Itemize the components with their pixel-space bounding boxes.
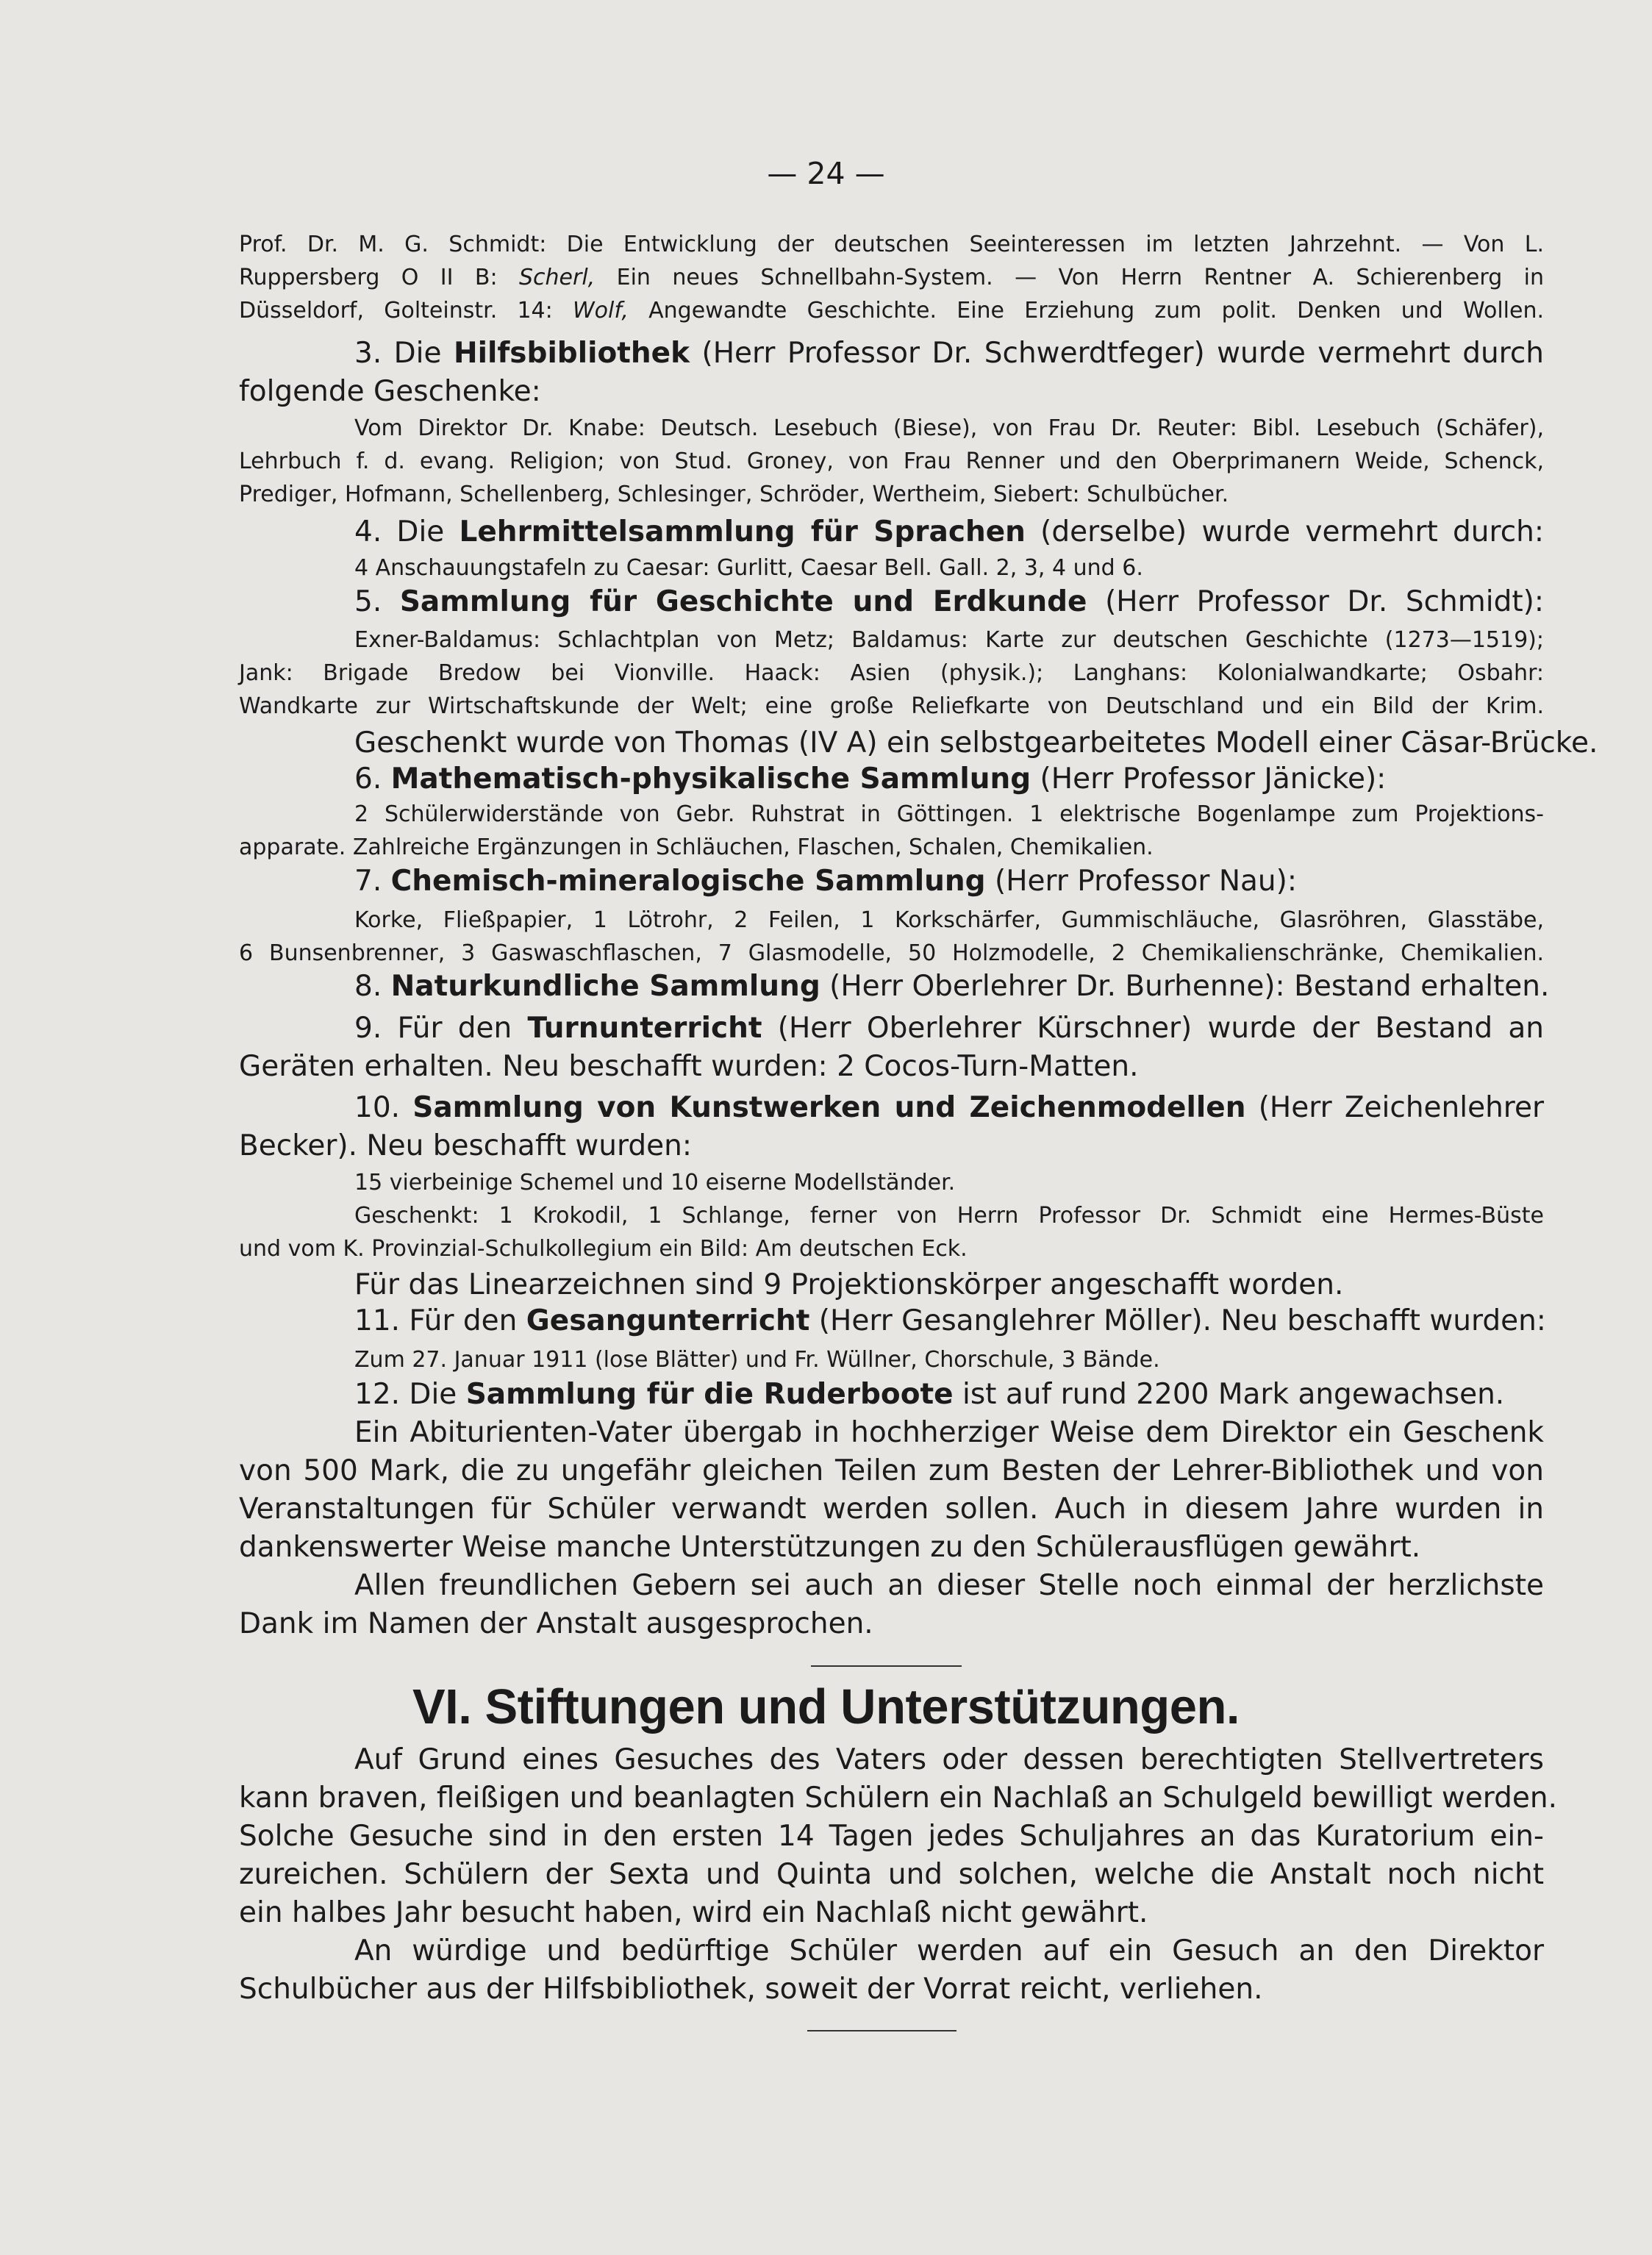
text-line: ein halbes Jahr besucht haben, wird ein Nachlaß nicht gewährt. [239,1896,1148,1929]
section-heading-line: 12. Die Sammlung für die Ruderboote ist auf rund 2200 Mark angewachsen. [354,1378,1505,1411]
section-10-linearzeichnen [239,1266,1544,1304]
section-9-turnunterricht [239,1009,1544,1086]
section-7-chemie [239,862,1544,901]
section-heading-line: 8. Naturkundliche Sammlung (Herr Oberlehrer Dr. Burhenne): Bestand erhalten. [354,970,1550,1003]
section-6-details [239,798,1544,864]
text-line: Geräten erhalten. Neu beschafft wurden: 2 Cocos-Turn-Matten. [239,1050,1139,1083]
section-6-mathematik [239,760,1544,798]
section-4-details [239,551,1544,585]
text-line: 2 Schülerwiderstände von Gebr. Ruhstrat in Göttingen. 1 elektrische Bogenlampe zum Projektions- [354,801,1544,827]
text-line: Veranstaltungen für Schüler verwandt werden sollen. Auch in diesem Jahre wurden in [239,1493,1544,1526]
text-line: Lehrbuch f. d. evang. Religion; von Stud. Groney, von Frau Renner und den Oberprimanern Weide, Schenck, [239,449,1544,474]
text-line: 6 Bunsenbrenner, 3 Gaswaschflaschen, 7 Glasmodelle, 50 Holzmodelle, 2 Chemikalienschränke, Chemikalien. [239,940,1544,966]
section-5-geschichte [239,583,1544,621]
section-heading-line: 9. Für den Turnunterricht (Herr Oberlehrer Kürschner) wurde der Bestand an [354,1012,1545,1045]
section-3-hilfsbibliothek [239,335,1544,411]
text-line: und vom K. Provinzial-Schulkollegium ein Bild: Am deutschen Eck. [239,1236,968,1262]
text-line: Korke, Fließpapier, 1 Lötrohr, 2 Feilen, 1 Korkschärfer, Gummischläuche, Glasröhren, Glasstäbe, [354,907,1544,933]
text-line: Dank im Namen der Anstalt ausgesprochen. [239,1607,873,1640]
section-12-ruderboote [239,1376,1544,1643]
text-line: zureichen. Schülern der Sexta und Quinta und solchen, welche die Anstalt noch nicht [239,1858,1544,1891]
section-7-details [239,904,1544,970]
text-line: apparate. Zahlreiche Ergänzungen in Schläuchen, Flaschen, Schalen, Chemikalien. [239,835,1154,860]
section-heading-line: 11. Für den Gesangunterricht (Herr Gesanglehrer Möller). Neu beschafft wurden: [354,1304,1546,1337]
text-line: Prediger, Hofmann, Schellenberg, Schlesinger, Schröder, Wertheim, Siebert: Schulbücher. [239,482,1229,507]
text-line: Solche Gesuche sind in den ersten 14 Tagen jedes Schuljahres an das Kuratorium ein- [239,1820,1544,1853]
section-divider [811,1665,962,1667]
text-line: 4 Anschauungstafeln zu Caesar: Gurlitt, Caesar Bell. Gall. 2, 3, 4 und 6. [354,555,1143,581]
text-line: Schulbücher aus der Hilfsbibliothek, soweit der Vorrat reicht, verliehen. [239,1973,1263,2006]
text-line: Geschenkt wurde von Thomas (IV A) ein selbstgearbeitetes Modell einer Cäsar-Brücke. [354,726,1598,760]
section-11-gesang [239,1302,1544,1340]
section-heading-line: 7. Chemisch-mineralogische Sammlung (Herr Professor Nau): [354,865,1297,898]
section-heading-line: 3. Die Hilfsbibliothek (Herr Professor Dr. Schwerdtfeger) wurde vermehrt durch [354,337,1544,370]
section-10-details [239,1166,1544,1265]
chapter-heading: VI. Stiftungen und Unterstützungen. [412,1679,1240,1734]
text-line: Ruppersberg O II B: Scherl, Ein neues Schnellbahn-System. — Von Herrn Rentner A. Schierenberg in [239,265,1544,290]
section-heading-line: 6. Mathematisch-physikalische Sammlung (Herr Professor Jänicke): [354,762,1387,796]
section-heading-line: 4. Die Lehrmittelsammlung für Sprachen (derselbe) wurde vermehrt durch: [354,515,1544,548]
text-line: folgende Geschenke: [239,375,541,408]
text-line: Für das Linearzeichnen sind 9 Projektionskörper angeschafft worden. [354,1268,1344,1301]
text-line: Geschenkt: 1 Krokodil, 1 Schlange, ferner von Herrn Professor Dr. Schmidt eine Hermes-Büste [354,1203,1544,1229]
section-5-gift [239,724,1598,762]
text-line: Wandkarte zur Wirtschaftskunde der Welt; eine große Reliefkarte von Deutschland und ein Bild der Krim. [239,693,1544,719]
section-11-details [239,1343,1544,1376]
page-number: — 24 — [767,156,885,191]
text-line: Düsseldorf, Golteinstr. 14: Wolf, Angewandte Geschichte. Eine Erziehung zum polit. Denken und Wollen. [239,298,1544,324]
section-10-kunstwerke [239,1089,1544,1165]
text-line: 15 vierbeinige Schemel und 10 eiserne Modellständer. [354,1170,956,1196]
text-line: Ein Abiturienten-Vater übergab in hochherziger Weise dem Direktor ein Geschenk [354,1416,1544,1449]
text-line: dankenswerter Weise manche Unterstützungen zu den Schülerausflügen gewährt. [239,1531,1421,1564]
text-line: kann braven, fleißigen und beanlagten Schülern ein Nachlaß an Schulgeld bewilligt werden. [239,1782,1557,1815]
section-8-naturkunde [239,968,1550,1006]
text-line: An würdige und bedürftige Schüler werden auf ein Gesuch an den Direktor [354,1934,1544,1968]
section-5-details [239,623,1544,723]
text-line: Zum 27. Januar 1911 (lose Blätter) und Fr. Wüllner, Chorschule, 3 Bände. [354,1347,1160,1373]
section-3-details [239,412,1544,511]
text-line: Auf Grund eines Gesuches des Vaters oder dessen berechtigten Stellvertreters [354,1743,1544,1776]
text-line: von 500 Mark, die zu ungefähr gleichen Teilen zum Besten der Lehrer-Bibliothek und von [239,1454,1544,1487]
stiftungen-text [239,1741,1557,2009]
text-line: Becker). Neu beschafft wurden: [239,1129,692,1162]
text-line: Allen freundlichen Gebern sei auch an dieser Stelle noch einmal der herzlichste [354,1569,1544,1602]
text-line: Exner-Baldamus: Schlachtplan von Metz; Baldamus: Karte zur deutschen Geschichte (1273—1519); [354,627,1544,653]
section-heading-line: 10. Sammlung von Kunstwerken und Zeichenmodellen (Herr Zeichenlehrer [354,1091,1545,1124]
section-heading-line: 5. Sammlung für Geschichte und Erdkunde (Herr Professor Dr. Schmidt): [354,585,1544,618]
text-line: Prof. Dr. M. G. Schmidt: Die Entwicklung der deutschen Seeinteressen im letzten Jahrzehnt. — Von L. [239,232,1544,257]
donation-list [239,228,1544,327]
text-line: Jank: Brigade Bredow bei Vionville. Haack: Asien (physik.); Langhans: Kolonialwandkarte; Osbahr: [239,660,1544,686]
end-divider [807,2030,956,2031]
section-4-sprachen [239,513,1544,551]
text-line: Vom Direktor Dr. Knabe: Deutsch. Lesebuch (Biese), von Frau Dr. Reuter: Bibl. Lesebuch (Schäfer), [354,415,1544,441]
